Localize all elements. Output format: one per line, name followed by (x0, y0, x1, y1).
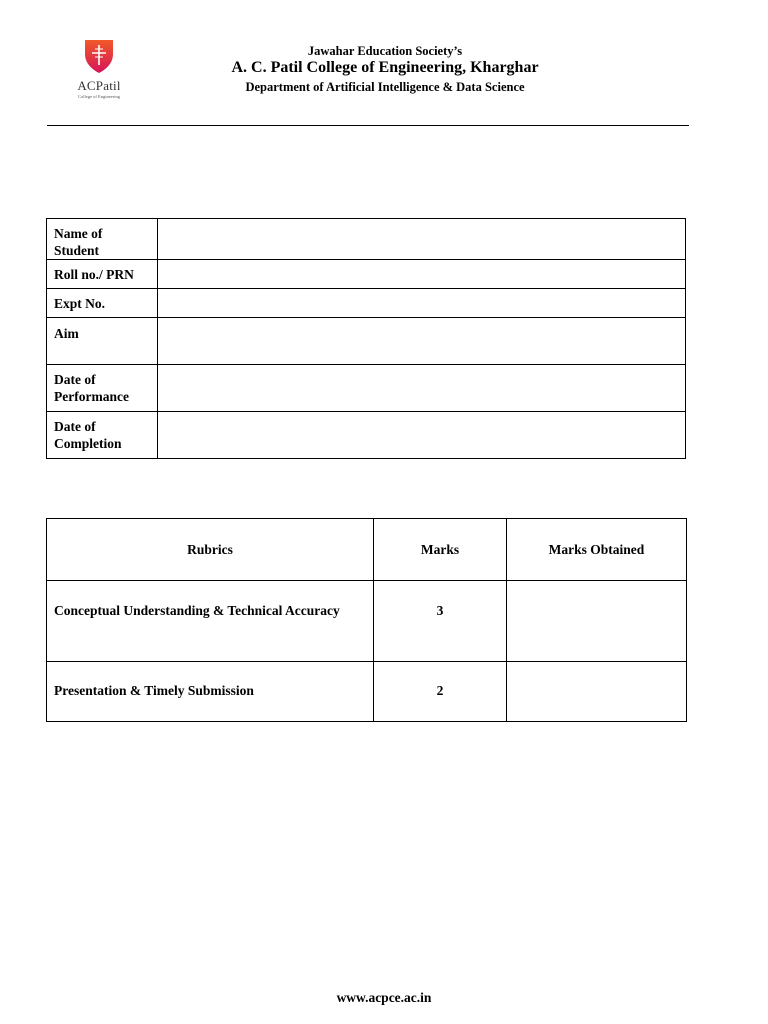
rubric-text: Conceptual Understanding & Technical Accuracy (47, 581, 374, 662)
table-row (47, 318, 686, 365)
info-value-roll[interactable] (158, 260, 686, 289)
info-label: Name of Student (47, 219, 158, 260)
table-row (47, 581, 687, 662)
rubrics-table (46, 518, 687, 722)
rubric-marks: 2 (374, 662, 507, 722)
college-name: A. C. Patil College of Engineering, Kharghar (231, 59, 539, 76)
logo-name: ACPatil (77, 78, 121, 93)
footer-website: www.acpce.ac.in (336, 990, 432, 1005)
rubric-marks: 3 (374, 581, 507, 662)
college-logo (64, 38, 134, 104)
info-value-expt[interactable] (158, 289, 686, 318)
info-label: Aim (47, 318, 158, 365)
table-header-row (47, 519, 687, 581)
department-name: Department of Artificial Intelligence & Data Science (245, 80, 525, 94)
society-name: Jawahar Education Society’s (307, 44, 463, 58)
table-row (47, 412, 686, 459)
header-divider (47, 125, 689, 126)
logo-subtitle: College of Engineering (78, 94, 120, 99)
column-header-obtained: Marks Obtained (507, 519, 687, 581)
info-label: Roll no./ PRN (47, 260, 158, 289)
info-label: Date of Completion (47, 412, 158, 459)
info-label: Date of Performance (47, 365, 158, 412)
info-label: Expt No. (47, 289, 158, 318)
shield-icon (82, 38, 116, 74)
info-value-aim[interactable] (158, 318, 686, 365)
table-row (47, 289, 686, 318)
table-row (47, 365, 686, 412)
column-header-rubrics: Rubrics (47, 519, 374, 581)
rubric-obtained[interactable] (507, 581, 687, 662)
info-value-performance[interactable] (158, 365, 686, 412)
column-header-marks: Marks (374, 519, 507, 581)
table-row (47, 219, 686, 260)
info-value-completion[interactable] (158, 412, 686, 459)
rubric-obtained[interactable] (507, 662, 687, 722)
info-value-name[interactable] (158, 219, 686, 260)
student-info-table (46, 218, 686, 459)
table-row (47, 260, 686, 289)
table-row (47, 662, 687, 722)
rubric-text: Presentation & Timely Submission (47, 662, 374, 722)
